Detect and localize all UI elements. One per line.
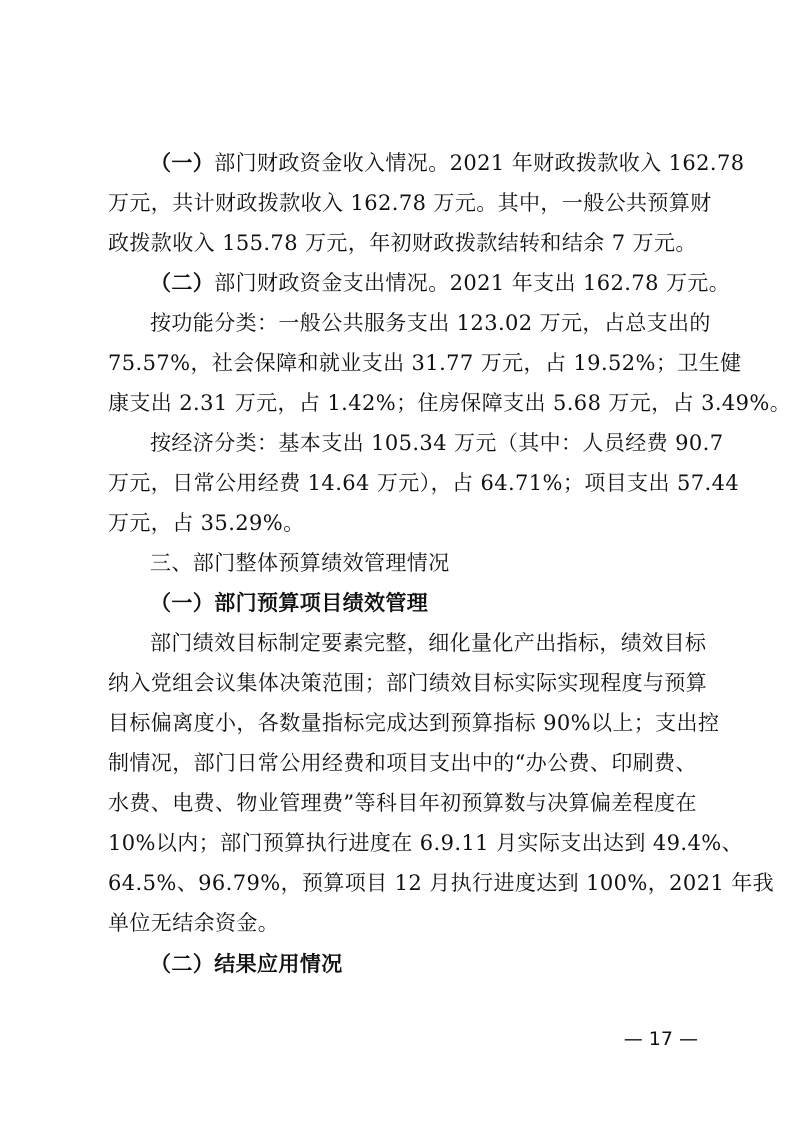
subsection-heading-performance: （一）部门预算项目绩效管理 <box>150 590 429 615</box>
paragraph-performance-line-6: 10%以内；部门预算执行进度在 6.9.11 月实际支出达到 49.4%、 <box>108 831 744 855</box>
paragraph-performance-line-7: 64.5%、96.79%，预算项目 12 月执行进度达到 100%，2021 年我 <box>108 871 775 895</box>
paragraph-economic-line-2: 万元，日常公用经费 14.64 万元），占 64.71%；项目支出 57.44 <box>108 471 740 495</box>
section-heading-3: 三、部门整体预算绩效管理情况 <box>150 551 450 575</box>
paragraph-income-line-3: 政拨款收入 155.78 万元，年初财政拨款结转和结余 7 万元。 <box>108 231 697 255</box>
expense-section-marker: （二） <box>150 270 215 295</box>
paragraph-income-line-2: 万元，共计财政拨款收入 162.78 万元。其中，一般公共预算财 <box>108 191 712 215</box>
paragraph-functional-line-2: 75.57%，社会保障和就业支出 31.77 万元，占 19.52%；卫生健 <box>108 351 742 375</box>
page-number: — 17 — <box>623 1028 698 1050</box>
paragraph-performance-line-4: 制情况，部门日常公用经费和项目支出中的“办公费、印刷费、 <box>108 751 697 775</box>
expense-text: 部门财政资金支出情况。2021 年支出 162.78 万元。 <box>214 271 731 295</box>
paragraph-economic-line-3: 万元，占 35.29%。 <box>108 511 305 535</box>
paragraph-performance-line-5: 水费、电费、物业管理费”等科目年初预算数与决算偏差程度在 <box>108 791 697 815</box>
paragraph-expense-line-1 <box>150 263 731 303</box>
paragraph-functional-line-1: 按功能分类：一般公共服务支出 123.02 万元，占总支出的 <box>150 311 711 335</box>
paragraph-performance-line-3: 目标偏离度小，各数量指标完成达到预算指标 90%以上；支出控 <box>108 711 720 735</box>
paragraph-performance-line-2: 纳入党组会议集体决策范围；部门绩效目标实际实现程度与预算 <box>108 671 708 695</box>
income-section-marker: （一） <box>150 150 215 175</box>
income-text: 部门财政资金收入情况。2021 年财政拨款收入 162.78 <box>214 151 745 175</box>
paragraph-performance-line-1: 部门绩效目标制定要素完整，细化量化产出指标，绩效目标 <box>150 631 707 655</box>
paragraph-economic-line-1: 按经济分类：基本支出 105.34 万元（其中：人员经费 90.7 <box>150 431 724 455</box>
paragraph-functional-line-3: 康支出 2.31 万元，占 1.42%；住房保障支出 5.68 万元，占 3.49%。 <box>108 391 792 415</box>
paragraph-performance-line-8: 单位无结余资金。 <box>108 911 280 935</box>
subsection-heading-results: （二）结果应用情况 <box>150 951 343 976</box>
paragraph-income-line-1 <box>150 143 745 183</box>
